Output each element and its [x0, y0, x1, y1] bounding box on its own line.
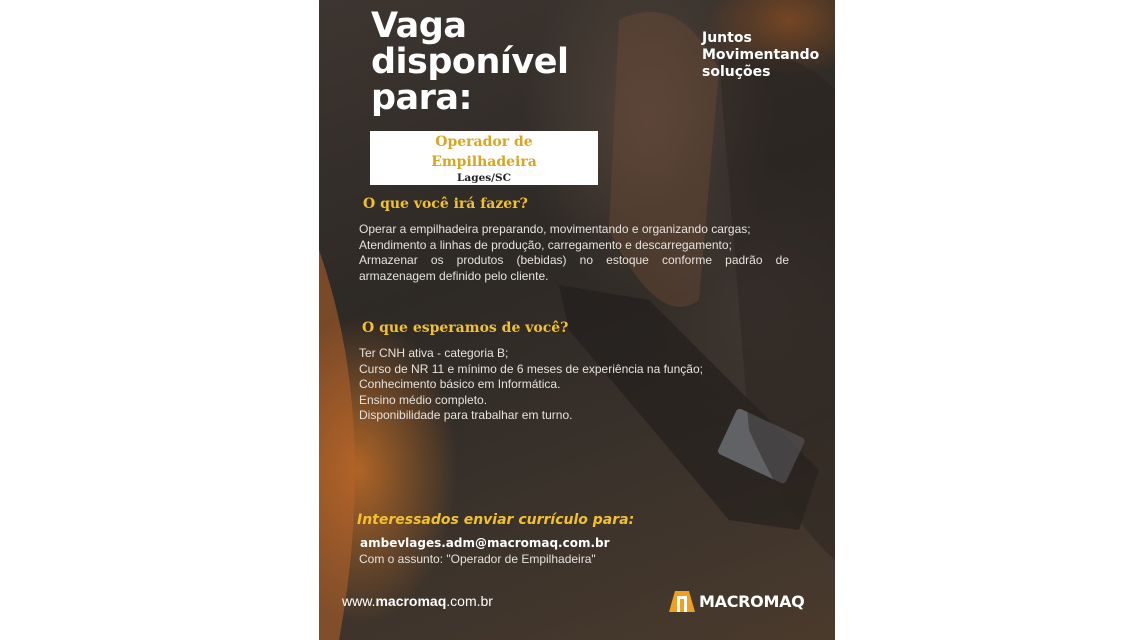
website-brand: macromaq: [375, 593, 447, 609]
apply-cta: Interessados enviar currículo para:: [357, 512, 635, 528]
job-poster: [319, 0, 835, 640]
requirement-item: Curso de NR 11 e mínimo de 6 meses de experiência na função;: [359, 361, 703, 376]
duties-list: [359, 222, 789, 284]
requirements-heading: O que esperamos de você?: [362, 320, 569, 336]
dirt-ground: [319, 250, 355, 640]
macromaq-logo-icon: [667, 589, 697, 613]
requirement-item: Disponibilidade para trabalhar em turno.: [359, 408, 573, 422]
job-title: Operador de Empilhadeira: [431, 134, 537, 170]
email-subject: Com o assunto: "Operador de Empilhadeira": [359, 552, 596, 566]
duty-item: Operar a empilhadeira preparando, movimentando e organizando cargas;: [359, 222, 751, 236]
website-prefix: www.: [342, 593, 376, 609]
tagline: Juntos Movimentando soluções: [702, 30, 820, 80]
requirements-list: [359, 346, 703, 424]
headline: Vaga disponível para:: [371, 6, 569, 118]
contact-email[interactable]: ambevlages.adm@macromaq.com.br: [360, 536, 610, 550]
logo-text: MACROMAQ: [699, 591, 805, 611]
website-suffix: .com.br: [446, 593, 493, 609]
duty-item: Armazenar os produtos (bebidas) no estoque conforme padrão de armazenagem definido pelo cliente.: [359, 253, 789, 283]
requirement-item: Ensino médio completo.: [359, 392, 488, 407]
macromaq-logo: [667, 589, 804, 613]
job-location: Lages/SC: [457, 172, 511, 184]
website-link[interactable]: [342, 593, 493, 609]
duties-heading: O que você irá fazer?: [363, 196, 528, 212]
duty-item: Atendimento a linhas de produção, carregamento e descarregamento;: [359, 237, 732, 252]
requirement-item: Conhecimento básico em Informática.: [359, 377, 561, 391]
requirement-item: Ter CNH ativa - categoria B;: [359, 346, 509, 360]
job-title-box: [370, 131, 598, 185]
